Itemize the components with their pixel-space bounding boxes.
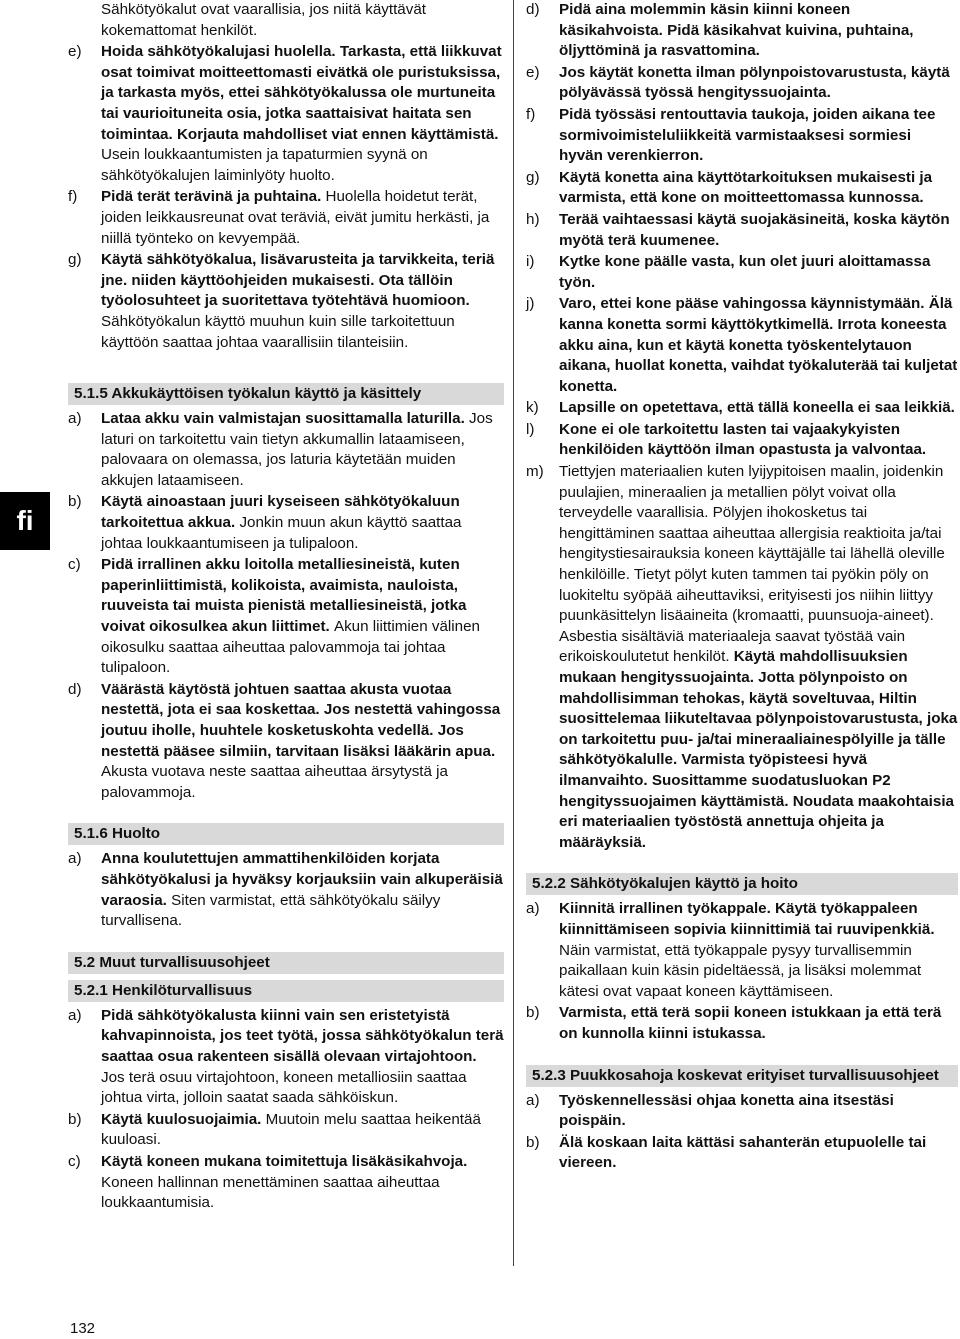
right-column xyxy=(526,0,958,1175)
body-text: Muutoin melu saattaa heikentää kuuloasi. xyxy=(101,1110,481,1149)
list-item-label: d) xyxy=(68,680,82,698)
body-text: Akusta vuotava neste saattaa aiheuttaa ärsytystä ja palovammoja. xyxy=(101,763,448,801)
list-item xyxy=(526,210,958,251)
list-item-label: f) xyxy=(526,105,536,123)
list-item xyxy=(68,250,504,353)
list-item-label: a) xyxy=(526,900,540,918)
body-text: Jonkin muun akun käyttö saattaa johtaa loukkaantumiseen ja tulipaloon. xyxy=(101,514,462,552)
bold-text: Varo, ettei kone pääse vahingossa käynnistymään. Älä kanna konetta sormi käyttökytkimellä. Irrota koneesta akku aina, kun et käytä konetta työskentelytauon aikana, huollat konetta, vaihdat työkaluterää tai kuljetat konetta. xyxy=(559,295,958,395)
list-item xyxy=(68,1110,504,1151)
bold-text: Käytä konetta aina käyttötarkoituksen mukaisesti ja varmista, että kone on moitteettomassa kunnossa. xyxy=(559,168,933,207)
list-item xyxy=(526,294,958,397)
bold-text: Väärästä käytöstä johtuen saattaa akusta vuotaa nestettä, jota ei saa koskettaa. Jos nestettä vahingossa joutuu iholle, huuhtele kosketuskohta vedellä. Jos nestettä pääsee silmiin, tarvitaan lisäksi lääkärin apua. xyxy=(101,680,501,760)
list-item xyxy=(526,1091,958,1132)
list-item-label: a) xyxy=(68,410,82,428)
bold-text: Lataa akku vain valmistajan suosittamalla laturilla. xyxy=(101,410,470,428)
body-text: Usein loukkaantumisten ja tapaturmien syynä on sähkötyökalujen laiminlyöty huolto. xyxy=(101,146,428,184)
list-item xyxy=(526,420,958,461)
page-number: 132 xyxy=(70,1320,96,1337)
list-item xyxy=(526,398,958,419)
section-heading: 5.2 Muut turvallisuusohjeet xyxy=(68,952,504,974)
left-column xyxy=(68,0,504,1215)
bold-text: Kone ei ole tarkoitettu lasten tai vajaakykyisten henkilöiden käyttöön ilman opastusta ja valvontaa. xyxy=(559,420,927,459)
bold-text: Pidä sähkötyökalusta kiinni vain sen eristetyistä kahvapinnoista, jos teet työtä, jossa sähkötyökalun terä saattaa osua rakenteen sisällä olevaan virtajohtoon. xyxy=(101,1006,504,1065)
list-item xyxy=(68,1152,504,1214)
body-text: Huolella hoidetut terät, joiden leikkausreunat ovat teräviä, eivät jumitu herkästi, ja niillä työnteko on kevyempää. xyxy=(101,188,490,247)
bold-text: Kytke kone päälle vasta, kun olet juuri aloittamassa työn. xyxy=(559,253,931,291)
body-text: Siten varmistat, että sähkötyökalu säilyy turvallisena. xyxy=(101,891,441,930)
bold-text: Pidä irrallinen akku loitolla metalliesineistä, kuten paperinliittimistä, kolikoista, avaimista, nauloista, ruuveista tai muista pienistä metalliesineistä, jotka voivat oikosulkea akun liittimet. xyxy=(101,556,467,636)
list-item xyxy=(68,42,504,186)
list-item xyxy=(526,1003,958,1044)
bold-text: Terää vaihtaessasi käytä suojakäsineitä, koska käytön myötä terä kuumenee. xyxy=(559,210,950,249)
list-item xyxy=(526,0,958,62)
list-item-label: h) xyxy=(526,210,540,228)
list-item-label: i) xyxy=(526,253,535,271)
body-text: Jos laturi on tarkoitettu vain tietyn akkumallin lataamiseen, palovaara on olemassa, jos laturia käytetään muiden akkujen lataamiseen. xyxy=(101,410,493,489)
body-text: Näin varmistat, että työkappale pysyy turvallisemmin paikallaan kuin käsin pideltäessä, ja lisäksi molemmat kätesi ovat vapaat koneen käyttämiseen. xyxy=(559,941,922,1000)
language-tab: fi xyxy=(0,492,50,550)
bold-text: Käytä sähkötyökalua, lisävarusteita ja tarvikkeita, teriä jne. niiden käyttöohjeiden mukaisesti. Ota tällöin työolosuhteet ja suoritettava työtehtävä huomioon. xyxy=(101,251,495,310)
bold-text: Pidä työssäsi rentouttavia taukoja, joiden aikana tee sormivoimisteluliikkeitä varmistaaksesi sormiesi hyvän verenkierron. xyxy=(559,105,936,165)
list-item-label: b) xyxy=(526,1004,540,1022)
list-item xyxy=(68,849,504,931)
bold-text: Anna koulutettujen ammattihenkilöiden korjata sähkötyökalusi ja hyväksy korjauksiin vain alkuperäisiä varaosia. xyxy=(101,850,503,909)
section-heading: 5.1.5 Akkukäyttöisen työkalun käyttö ja käsittely xyxy=(68,383,504,405)
list-item xyxy=(526,252,958,293)
list-item-label: b) xyxy=(68,493,82,511)
paragraph xyxy=(68,0,504,41)
list-item-label: k) xyxy=(526,399,539,417)
list-item-label: c) xyxy=(68,1152,81,1170)
list-item-label: b) xyxy=(526,1133,540,1151)
bold-text: Pidä aina molemmin käsin kiinni koneen käsikahvoista. Pidä käsikahvat kuivina, puhtaina, öljyttöminä ja rasvattomina. xyxy=(559,1,914,60)
list-item-label: m) xyxy=(526,463,544,481)
bold-text: Lapsille on opetettava, että tällä koneella ei saa leikkiä. xyxy=(559,399,955,417)
list-item xyxy=(68,1006,504,1109)
list-item-label: e) xyxy=(68,43,82,61)
bold-text: Käytä ainoastaan juuri kyseiseen sähkötyökaluun tarkoitettua akkua. xyxy=(101,493,460,532)
body-text: Koneen hallinnan menettäminen saattaa aiheuttaa loukkaantumisia. xyxy=(101,1173,440,1212)
list-item xyxy=(68,492,504,554)
body-text: Jos terä osuu virtajohtoon, koneen metalliosiin saattaa johtua virta, jolloin saatat saada sähköiskun. xyxy=(101,1068,467,1107)
bold-text: Käytä kuulosuojaimia. xyxy=(101,1110,266,1128)
bold-text: Kiinnitä irrallinen työkappale. Käytä työkappaleen kiinnittämiseen sopivia kiinnittimiä tai ruuvipenkkiä. xyxy=(559,900,935,938)
bold-text: Käytä koneen mukana toimitettuja lisäkäsikahvoja. xyxy=(101,1152,468,1170)
body-text: Tiettyjen materiaalien kuten lyijypitoisen maalin, joidenkin puulajien, mineraalien ja metallien pölyt voivat olla terveydelle vaarallisia. Pölyjen ihokosketus tai hengittäminen saattaa aiheuttaa allergisia reaktioita ja/tai hengitystiesairauksia koneen käyttäjälle tai lähellä oleville henkilöille. Tietyt pölyt kuten tammen tai pyökin pöly on luokiteltu syöpää aiheuttaviksi, erityisesti jos niihin liittyy puunkäsittelyn lisäaineita (kromaatti, puunsuoja-aineet). Asbestia sisältäviä materiaaleja saavat työstää vain erikoiskoulutetut henkilöt. xyxy=(559,463,945,666)
list-item xyxy=(526,63,958,104)
section-heading: 5.2.2 Sähkötyökalujen käyttö ja hoito xyxy=(526,873,958,895)
list-item xyxy=(526,168,958,209)
bold-text: Älä koskaan laita kättäsi sahanterän etupuolelle tai viereen. xyxy=(559,1133,927,1172)
list-item-label: d) xyxy=(526,1,540,18)
list-item-label: e) xyxy=(526,63,540,81)
list-item-label: a) xyxy=(68,850,82,868)
list-item xyxy=(68,680,504,804)
list-item-label: c) xyxy=(68,556,81,574)
bold-text: Työskennellessäsi ohjaa konetta aina itsestäsi poispäin. xyxy=(559,1091,894,1130)
list-item-label: b) xyxy=(68,1110,82,1128)
bold-text: Hoida sähkötyökalujasi huolella. Tarkasta, että liikkuvat osat toimivat moitteettomasti eivätkä ole puristuksissa, ja tarkasta myös, ettei sähkötyökalussa ole murtuneita tai vaurioituneita osia, jotka saattaisivat haitata sen toimintaa. Korjauta mahdolliset viat ennen käyttämistä. xyxy=(101,43,502,143)
list-item xyxy=(68,555,504,679)
section-heading: 5.1.6 Huolto xyxy=(68,823,504,845)
list-item xyxy=(68,409,504,491)
list-item xyxy=(526,899,958,1002)
list-item-label: a) xyxy=(526,1091,540,1109)
list-item-label: j) xyxy=(526,295,535,313)
list-item xyxy=(526,105,958,167)
body-text: Sähkötyökalun käyttö muuhun kuin sille tarkoitettuun käyttöön saattaa johtaa vaarallisiin tilanteisiin. xyxy=(101,312,455,351)
section-heading: 5.2.3 Puukkosahoja koskevat erityiset turvallisuusohjeet xyxy=(526,1065,958,1087)
column-divider xyxy=(513,0,514,1266)
list-item-label: g) xyxy=(68,251,82,269)
section-heading: 5.2.1 Henkilöturvallisuus xyxy=(68,980,504,1002)
body-text: Akun liittimien välinen oikosulku saattaa aiheuttaa palovammoja tai johtaa tulipaloon. xyxy=(101,618,480,677)
bold-text: Käytä mahdollisuuksien mukaan hengityssuojainta. Jotta pölynpoisto on mahdollisimman tehokas, käytä soveltuvaa, Hiltin suosittelemaa liikuteltavaa pölynpoistovarustusta, joka on tarkoitettu puu- ja/tai mineraaliainespölyille ja tälle sähkötyökalulle. Varmista työpisteesi hyvä ilmanvaihto. Suosittamme suodatusluokan P2 hengityssuojaimen käyttämistä. Noudata maakohtaisia eri materiaalien työstöstä annettuja ohjeita ja määräyksiä. xyxy=(559,648,958,851)
list-item xyxy=(68,187,504,249)
list-item-label: l) xyxy=(526,420,535,438)
list-item-label: g) xyxy=(526,168,540,186)
list-item xyxy=(526,1133,958,1174)
list-item-label: a) xyxy=(68,1006,82,1024)
list-item-label: f) xyxy=(68,188,78,206)
bold-text: Pidä terät terävinä ja puhtaina. xyxy=(101,188,326,206)
list-item xyxy=(526,462,958,853)
bold-text: Jos käytät konetta ilman pölynpoistovarustusta, käytä pölyävässä työssä hengityssuojainta. xyxy=(559,63,950,102)
bold-text: Varmista, että terä sopii koneen istukkaan ja että terä on kunnolla kiinni istukassa. xyxy=(559,1004,942,1042)
body-text: Sähkötyökalut ovat vaarallisia, jos niitä käyttävät kokemattomat henkilöt. xyxy=(101,1,427,39)
